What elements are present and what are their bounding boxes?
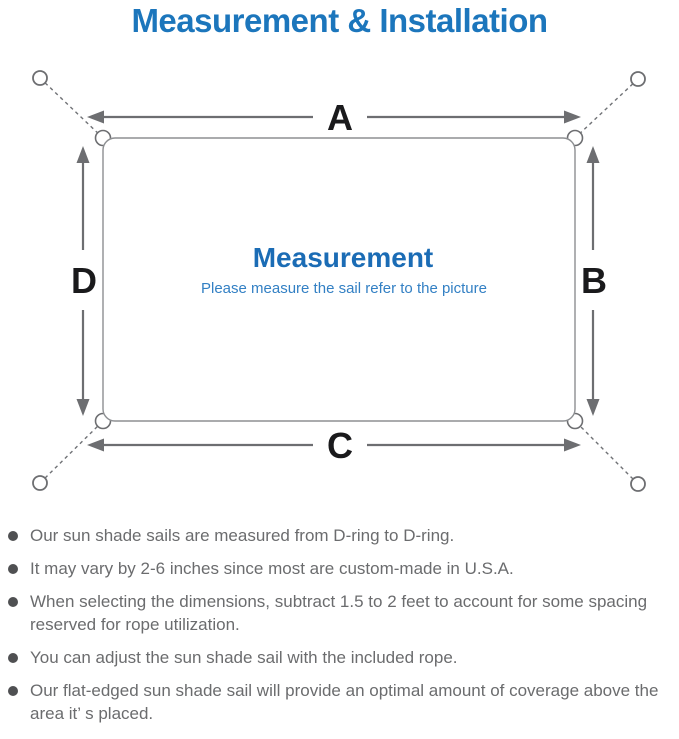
- dimension-label-d: D: [71, 260, 97, 301]
- list-item: [8, 590, 674, 636]
- bullet-icon: [8, 564, 18, 574]
- sail-center-subtitle: Please measure the sail refer to the picture: [201, 280, 487, 297]
- list-item: [8, 557, 674, 580]
- arrowhead-right-icon: [564, 111, 581, 124]
- dimension-label-a: A: [327, 97, 353, 138]
- guy-line-top-right: [575, 79, 638, 138]
- list-item: [8, 679, 674, 725]
- guy-line-bottom-left: [40, 421, 103, 483]
- bullet-icon: [8, 531, 18, 541]
- anchor-point-top-left: [33, 71, 47, 85]
- anchor-point-bottom-left: [33, 476, 47, 490]
- sail-center-title: Measurement: [252, 242, 434, 273]
- note-text: Our sun shade sails are measured from D-ring to D-ring.: [30, 526, 455, 545]
- page-title: Measurement & Installation: [131, 2, 548, 39]
- note-text: You can adjust the sun shade sail with the included rope.: [30, 648, 458, 667]
- dimension-label-c: C: [327, 425, 353, 466]
- notes-list: [8, 524, 674, 735]
- list-item: [8, 524, 674, 547]
- anchor-point-top-right: [631, 72, 645, 86]
- anchor-point-bottom-right: [631, 477, 645, 491]
- list-item: [8, 646, 674, 669]
- note-text: When selecting the dimensions, subtract 1.5 to 2 feet to account for some spacing reserved for rope utilization.: [30, 592, 648, 634]
- bullet-icon: [8, 686, 18, 696]
- guy-line-top-left: [40, 78, 103, 138]
- dimension-label-b: B: [581, 260, 607, 301]
- bullet-icon: [8, 597, 18, 607]
- arrowhead-right-icon: [564, 439, 581, 452]
- note-text: It may vary by 2-6 inches since most are custom-made in U.S.A.: [30, 559, 514, 578]
- arrowhead-down-icon: [77, 399, 90, 416]
- note-text: Our flat-edged sun shade sail will provide an optimal amount of coverage above the area it’ s placed.: [30, 681, 659, 723]
- guy-line-bottom-right: [575, 421, 638, 484]
- arrowhead-down-icon: [587, 399, 600, 416]
- bullet-icon: [8, 653, 18, 663]
